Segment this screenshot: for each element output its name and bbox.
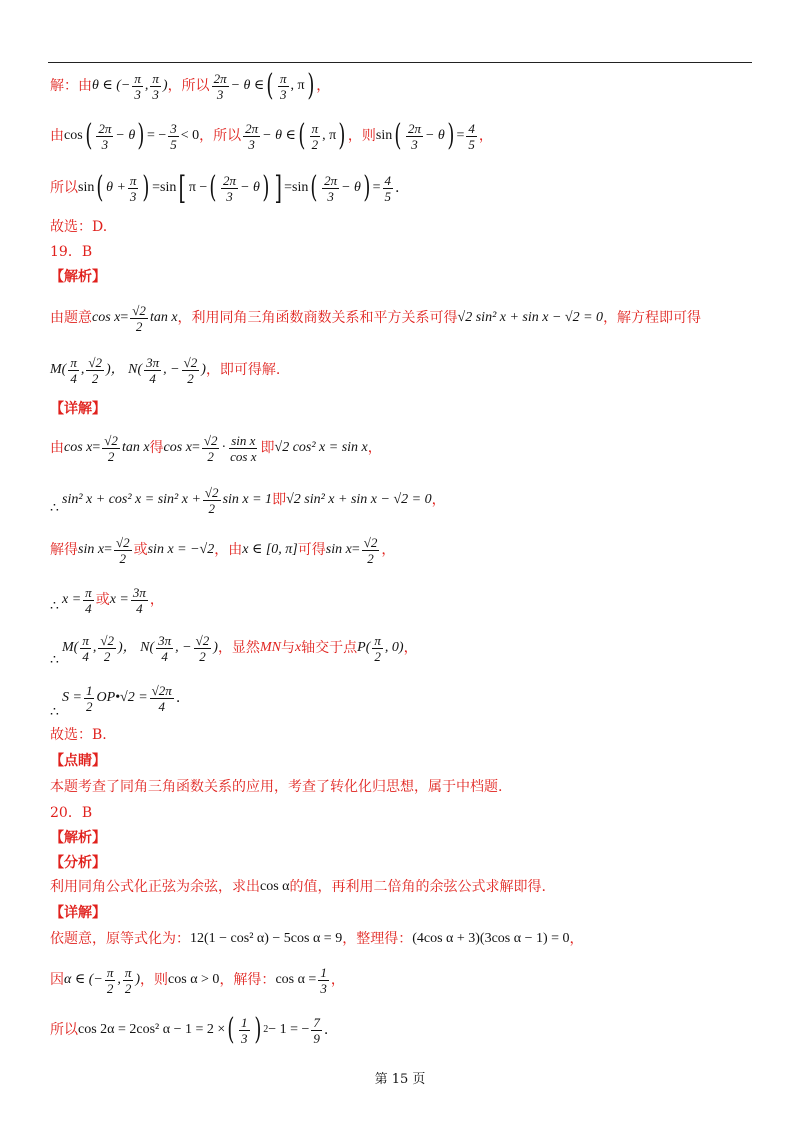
analysis-points-19: M( $\frac{\pi}{4}$ , $\frac{√2}{2}$ )， N( $\frac{3\pi}{4}$ , − $\frac{√2}{2}$ ) ，即可得解. xyxy=(50,354,281,386)
question-20-heading: 20．B xyxy=(50,805,93,821)
comment-line-19: 本题考查了同角三角函数关系的应用，考查了转化化归思想，属于中档题. xyxy=(50,779,503,795)
detail-line-5: M( $\frac{\pi}{4}$ , $\frac{√2}{2}$ )， N( $\frac{3\pi}{4}$ , − $\frac{√2}{2}$ ) ，显然 MN 与 x 轴交于点 P( $\frac{\pi}{2}$ , 0) ， xyxy=(62,632,418,664)
detail-line-20-3: 所以 cos 2α = 2cos² α − 1 = 2 × ( $\frac{1}{3}$ ) 2 − 1 = − $\frac{7}{9}$ . xyxy=(50,1012,329,1047)
answer-line-18: 故选：D. xyxy=(50,219,108,235)
section-xiangjie-20: 【详解】 xyxy=(50,905,106,921)
header-rule xyxy=(48,62,752,63)
analysis-line-20: 利用同角公式化正弦为余弦，求出 cos α 的值，再利用二倍角的余弦公式求解即得. xyxy=(50,879,546,895)
detail-line-6: S = $\frac{1}{2}$ OP•√2 = $\frac{√2\pi}{4}$ . xyxy=(62,682,181,714)
question-19-heading: 19．B xyxy=(50,244,93,260)
detail-line-4: x = $\frac{\pi}{4}$ 或 x = $\frac{3\pi}{4}$ ， xyxy=(62,584,164,616)
section-jiexi-19: 【解析】 xyxy=(50,269,106,285)
solution-line-3: 所以 sin ( θ + $\frac{\pi}{3}$ ) = sin [ π − ( $\frac{2\pi}{3}$ − θ ) ] = sin ( $\frac{2\pi}{3}$ − θ ) = $\frac{4}{5}$ . xyxy=(50,169,400,207)
detail-line-3: 解得 sin x = $\frac{√2}{2}$ 或 sin x = −√2 ，由 x ∈ [0, π] 可得 sin x = $\frac{√2}{2}$ ， xyxy=(50,534,396,566)
section-jiexi-20: 【解析】 xyxy=(50,830,106,846)
detail-line-20-1: 依题意，原等式化为： 12(1 − cos² α) − 5cos α = 9 ，整理得： (4cos α + 3)(3cos α − 1) = 0 ， xyxy=(50,931,584,947)
solution-line-1: 解：由 θ ∈ (− $\frac{\pi}{3}$ , $\frac{\pi}{3}$ ) ，所以 $\frac{2\pi}{3}$ − θ ∈ ( $\frac{\pi}{3}$ , π ) ， xyxy=(50,68,331,103)
detail-line-1: 由 cos x = $\frac{√2}{2}$ tan x 得 cos x = $\frac{√2}{2}$ · $\frac{\text{sin x}}{\text{cos x}}$ 即 √2 cos² x = sin x ， xyxy=(50,432,382,464)
analysis-line-19: 由题意 cos x = $\frac{√2}{2}$ tan x ，利用同角三角函数商数关系和平方关系可得 √2 sin² x + sin x − √2 = 0 ，解方程即可得 xyxy=(50,302,702,334)
therefore-symbol: ∴ xyxy=(50,500,59,516)
therefore-symbol: ∴ xyxy=(50,598,59,614)
section-xiangjie-19: 【详解】 xyxy=(50,401,106,417)
therefore-symbol: ∴ xyxy=(50,704,59,720)
answer-line-19: 故选：B. xyxy=(50,727,107,743)
solution-line-2: 由 cos ( $\frac{2\pi}{3}$ − θ ) = − $\frac{3}{5}$ < 0 ，所以 $\frac{2\pi}{3}$ − θ ∈ ( $\frac{\pi}{2}$ , π ) ，则 sin ( $\frac{2\pi}{3}$ − θ ) = $\frac{4}{5}$ ， xyxy=(50,118,493,153)
section-fenxi-20: 【分析】 xyxy=(50,855,106,871)
detail-line-20-2: 因 α ∈ (− $\frac{\pi}{2}$ , $\frac{\pi}{2}$ ) ，则 cos α > 0 ，解得： cos α = $\frac{1}{3}$ ， xyxy=(50,964,345,996)
page-footer: 第 15 页 xyxy=(374,1072,426,1087)
therefore-symbol: ∴ xyxy=(50,652,59,668)
section-dianjing-19: 【点睛】 xyxy=(50,753,106,769)
detail-line-2: sin² x + cos² x = sin² x + $\frac{√2}{2}$ sin x = 1 即 √2 sin² x + sin x − √2 = 0 ， xyxy=(62,484,446,516)
